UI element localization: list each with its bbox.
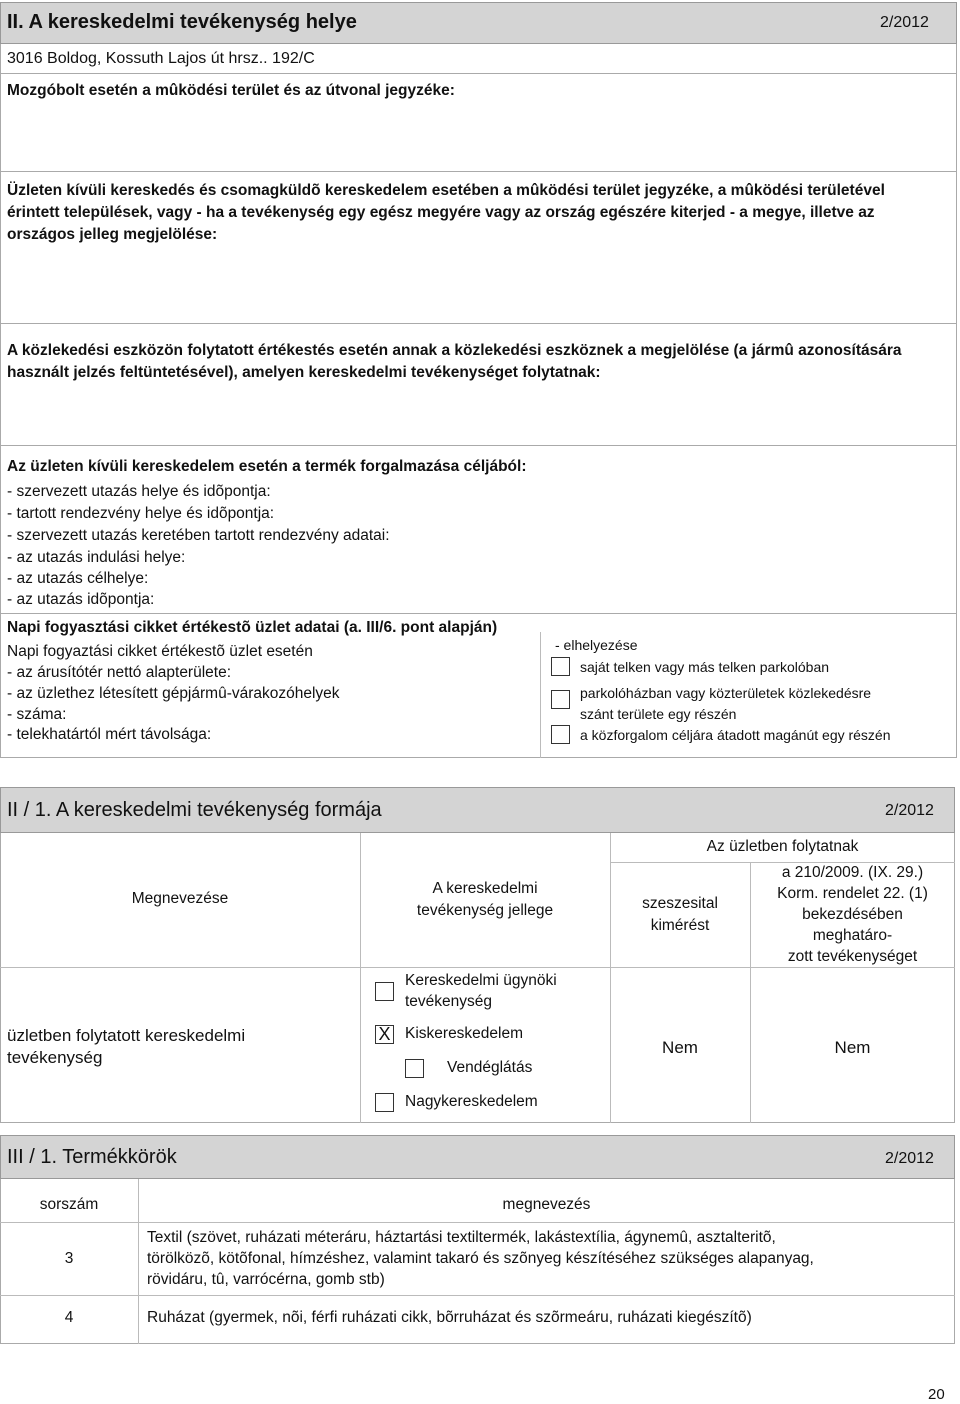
catering-checkbox[interactable] — [405, 1059, 424, 1078]
col-alcohol-header: szeszesital — [642, 895, 718, 912]
option-label: Vendéglátás — [447, 1059, 533, 1076]
col-type-header: A kereskedelmi — [432, 880, 538, 897]
mobile-label: Mozgóbolt esetén a mûködési terület és az útvonal jegyzéke: — [7, 82, 455, 99]
row-text: rövidáru, tû, varrócérna, gomb stb) — [147, 1271, 385, 1288]
outside-sale-item: - az utazás indulási helye: — [7, 549, 186, 566]
col-decree-header: meghatáro- — [812, 927, 893, 944]
option-label: Kiskereskedelem — [405, 1025, 524, 1042]
section31-title: III / 1. Termékkörök — [7, 1146, 177, 1168]
col-no-header: sorszám — [39, 1196, 99, 1213]
placement-label: - elhelyezése — [555, 637, 638, 653]
outside-sale-item: - szervezett utazás helye és idõpontja: — [7, 483, 271, 500]
retail-checkbox[interactable]: X — [375, 1025, 394, 1044]
col-name-header: Megnevezése — [131, 890, 229, 907]
col-alcohol-header: kimérést — [650, 917, 710, 934]
transport-label: A közlekedési eszközön folytatott értékestés esetén annak a közlekedési eszköznek a megjelölése (a jármû azonosítására használt jelzés feltüntetésével), amelyen kereskedelmi tevékenységet folytatnak: — [7, 342, 902, 381]
daily-item: - száma: — [7, 706, 67, 723]
col-divider — [360, 833, 361, 1123]
group-header: Az üzletben folytatnak — [706, 838, 859, 855]
placement-option: saját telken vagy más telken parkolóban — [580, 659, 830, 675]
daily-divider — [540, 632, 541, 758]
row-no: 3 — [64, 1250, 74, 1267]
decree-value: Nem — [834, 1038, 871, 1057]
wholesale-checkbox[interactable] — [375, 1093, 394, 1112]
placement-own-lot-checkbox[interactable] — [551, 657, 570, 676]
daily-title: Napi fogyasztási cikket értékestõ üzlet adatai (a. III/6. pont alapján) — [7, 619, 498, 636]
col-decree-header: zott tevékenységet — [787, 948, 918, 965]
row-name: üzletben folytatott kereskedelmi — [7, 1026, 246, 1045]
option-label: tevékenység — [405, 993, 493, 1010]
section2-title: II. A kereskedelmi tevékenység helye — [7, 11, 357, 33]
col-decree-header: Korm. rendelet 22. (1) — [777, 885, 928, 902]
placement-option: a közforgalom céljára átadott magánút egy részén — [580, 727, 891, 743]
outside-sale-item: - tartott rendezvény helye és idõpontja: — [7, 505, 275, 522]
section31-year: 2/2012 — [885, 1150, 934, 1167]
daily-item: - az üzlethez létesített gépjármû-várakozóhelyek — [7, 685, 340, 702]
placement-option: parkolóházban vagy közterületek közlekedésre — [580, 685, 872, 701]
row-text: Textil (szövet, ruházati méteráru, háztartási textiltermék, lakástextília, ágynemû, asztalteritõ, — [147, 1229, 776, 1246]
outside-sale-item: - az utazás idõpontja: — [7, 591, 155, 608]
outside-sale-item: - szervezett utazás keretében tartott rendezvény adatai: — [7, 527, 390, 544]
alcohol-value: Nem — [662, 1038, 698, 1057]
section21-title: II / 1. A kereskedelmi tevékenység formája — [7, 799, 382, 821]
section2-year: 2/2012 — [880, 14, 929, 31]
row-divider — [0, 1295, 955, 1296]
daily-item: - telekhatártól mért távolsága: — [7, 726, 212, 743]
col-decree-header: a 210/2009. (IX. 29.) — [781, 864, 924, 881]
col-divider — [610, 833, 611, 1123]
row-text: Ruházat (gyermek, nõi, férfi ruházati cikk, bõrruházat és szõrmeáru, ruházati kiegészítõ) — [147, 1309, 752, 1326]
outside-sale-item: - az utazás célhelye: — [7, 570, 149, 587]
row-divider — [0, 1222, 955, 1223]
row-name: tevékenység — [7, 1048, 103, 1067]
daily-item: - az árusítótér nettó alapterülete: — [7, 664, 232, 681]
outside-label: Üzleten kívüli kereskedés és csomagküldõ kereskedelem esetében a mûködési terület jegyzéke, a mûködési területével érintett települések, vagy - ha a tevékenység egy egész megyére vagy az ország egészére kiterjed - a megye, illetve az országos jelleg megjelölése: — [7, 182, 885, 243]
row-no: 4 — [64, 1309, 74, 1326]
option-label: Kereskedelmi ügynöki — [405, 972, 557, 989]
group-divider — [610, 862, 955, 863]
agent-activity-checkbox[interactable] — [375, 982, 394, 1001]
section21-year: 2/2012 — [885, 802, 934, 819]
placement-option: szánt területe egy részén — [580, 706, 737, 722]
outside-sale-title: Az üzleten kívüli kereskedelem esetén a termék forgalmazása céljából: — [7, 458, 527, 475]
col-name-header: megnevezés — [502, 1196, 591, 1213]
col-decree-header: bekezdésében — [802, 906, 903, 923]
page-number: 20 — [928, 1386, 945, 1403]
address-value: 3016 Boldog, Kossuth Lajos út hrsz.. 192/C — [7, 50, 315, 67]
row-text: törölközõ, kötõfonal, hímzéshez, valamint takaró és szõnyeg készítéséhez szükséges alapanyag, — [147, 1250, 814, 1267]
row-divider — [0, 967, 955, 968]
option-label: Nagykereskedelem — [405, 1093, 538, 1110]
placement-private-road-checkbox[interactable] — [551, 725, 570, 744]
daily-item: Napi fogyaztási cikket értékestõ üzlet esetén — [7, 643, 313, 660]
col-type-header: tevékenység jellege — [416, 902, 554, 919]
placement-garage-checkbox[interactable] — [551, 690, 570, 709]
